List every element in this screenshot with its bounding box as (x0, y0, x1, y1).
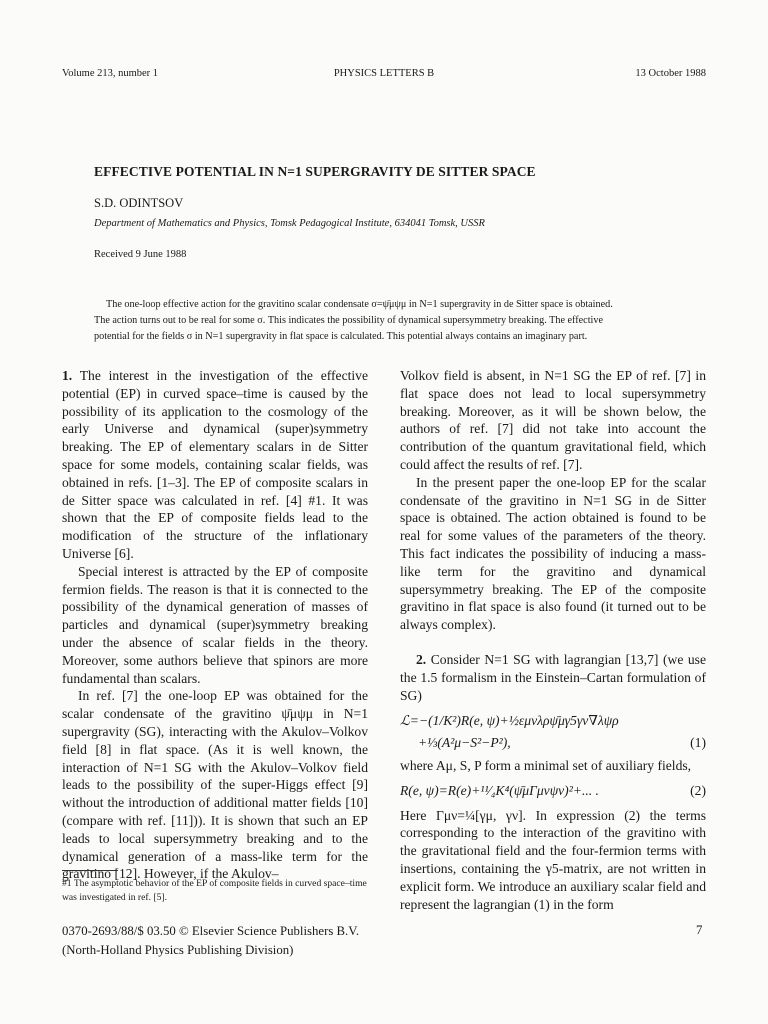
paragraph: Special interest is attracted by the EP of composite fermion fields. The reason is that it is connected to the possibility of the dynamical generation of masses of particles and dynamical (super)symmetry breaking under the absence of scalar fields in the theory. Moreover, some authors believe that spinors are more fundamental than scalars. (62, 563, 368, 686)
publisher-division: (North-Holland Physics Publishing Division) (62, 943, 294, 957)
paragraph-text: Consider N=1 SG with lagrangian [13,7] (we use the 1.5 formalism in the Einstein–Cartan formulation of SG) (400, 651, 706, 703)
abstract-line: The action turns out to be real for some σ. This indicates the possibility of dynamical supersymmetry breaking. The effective (94, 314, 603, 326)
left-column (62, 367, 368, 883)
paragraph: In ref. [7] the one-loop EP was obtained for the scalar condensate of the gravitino ψ̄μψμ in N=1 supergravity (SG), interacting with the Akulov–Volkov field [8] in flat space. (As it is well known, the interaction of N=1 SG with the Akulov–Volkov field leads to the possibility of the super-Higgs effect [9] without the introduction of additional matter fields [10] (compare with ref. [11])). It is shown that such an EP leads to local supersymmetry breaking and to the dynamical generation of a mass-like term for the gravitino [12]. However, if the Akulov– (62, 688, 368, 882)
spacer (400, 775, 706, 782)
equation-number: (2) (690, 782, 706, 798)
abstract-line: potential for the fields σ in N=1 supergravity in flat space is calculated. This potential always contains an imaginary part. (94, 330, 588, 342)
issue-date: 13 October 1988 (635, 68, 706, 79)
equation-text: R(e, ψ)=R(e)+¹¹⁄₄K⁴(ψ̄μΓμνψν)²+... . (400, 782, 599, 798)
equation-text: +⅓(A²μ−S²−P²), (418, 735, 511, 751)
issn-line: 0370-2693/88/$ 03.50 © Elsevier Science Publishers B.V. (62, 924, 360, 938)
paragraph-intro (62, 367, 368, 563)
article-title: EFFECTIVE POTENTIAL IN N=1 SUPERGRAVITY DE SITTER SPACE (94, 164, 536, 179)
equation-2 (400, 782, 706, 800)
author-affiliation: Department of Mathematics and Physics, Tomsk Pedagogical Institute, 634041 Tomsk, USSR (94, 218, 485, 229)
abstract (94, 297, 706, 344)
volume-label: Volume 213, number 1 (62, 68, 159, 79)
paragraph: Volkov field is absent, in N=1 SG the EP of ref. [7] in flat space does not lead to local supersymmetry breaking. Moreover, as it will be shown below, the authors of ref. [7] did not take into account the contribution of the quantum gravitational field, which could affect the results of ref. [7]. (400, 368, 706, 472)
footer-copyright (62, 922, 359, 960)
right-column (400, 367, 706, 913)
spacer (400, 800, 706, 807)
equation-1-line-2 (400, 734, 706, 752)
journal-name: PHYSICS LETTERS B (333, 68, 435, 79)
footnote: #1 The asymptotic behavior of the EP of composite fields in curved space–time was investigated in ref. [5]. (62, 878, 367, 903)
spacer (400, 634, 706, 651)
received-date: Received 9 June 1988 (94, 249, 187, 260)
paragraph-text: The interest in the investigation of the effective potential (EP) in curved space–time is caused by the possibility of its application to the cosmology of the early Universe and dynamical (super)symmetry breaking. The EP of elementary scalars in de Sitter space for some models, containing scalar fields, was obtained in refs. [1–3]. The EP of composite scalars in de Sitter space was calculated in ref. [4] #1. It was shown that the EP of composite fields lead to the modification of the structure of the inflationary Universe [6]. (62, 368, 368, 561)
paragraph: where Aμ, S, P form a minimal set of auxiliary fields, (400, 757, 692, 773)
equation-number: (1) (690, 735, 706, 751)
section-number: 2. (416, 651, 427, 667)
footnote-divider (62, 870, 118, 871)
equation-1-line-1: ℒ=−(1/K²)R(e, ψ)+½εμνλρψ̄μγ5γν∇λψρ (400, 713, 619, 729)
paragraph: In the present paper the one-loop EP for the scalar condensate of the gravitino in N=1 SG in de Sitter space is obtained. The action obtained is found to be real for some values of the parameters of the theory. This fact indicates the possibility of inducing a mass-like term for the gravitino and dynamical supersymmetry breaking. The EP of the composite gravitino in flat space is also found (it turned out to be always complex). (400, 474, 706, 633)
section-number: 1. (62, 368, 73, 383)
page-number: 7 (696, 923, 703, 937)
paragraph-section-2 (400, 651, 706, 704)
spacer (400, 704, 706, 712)
paragraph: Here Γμν=¼[γμ, γν]. In expression (2) the terms corresponding to the interaction of the gravitino with the gravitational field and the four-fermion terms with insertions, containing the γ5-matrix, are not written in explicit form. We introduce an auxiliary scalar field and represent the lagrangian (1) in the form (400, 807, 706, 912)
author-name: S.D. ODINTSOV (94, 196, 184, 210)
abstract-line: The one-loop effective action for the gravitino scalar condensate σ=ψ̄μψμ in N=1 supergravity in de Sitter space is obtained. (106, 299, 613, 310)
